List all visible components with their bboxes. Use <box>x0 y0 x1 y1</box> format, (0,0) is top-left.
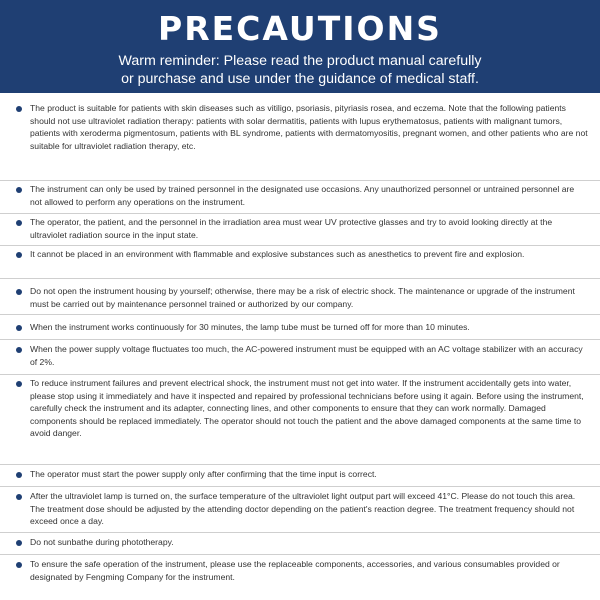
precaution-item <box>0 554 600 600</box>
precaution-text: After the ultraviolet lamp is turned on, the surface temperature of the ultraviolet light output part will exceed 41°C. Please do not touch this area. The treatment dose should be adjusted by the attending doctor depending on the patient's reaction degree. The treatment frequency should not exceed once a day. <box>30 491 576 527</box>
bullet-icon <box>16 562 22 568</box>
precaution-text: When the instrument works continuously for 30 minutes, the lamp tube must be turned off for more than 10 minutes. <box>30 322 470 332</box>
bullet-icon <box>16 381 22 387</box>
precaution-item <box>0 532 600 554</box>
precaution-item <box>0 180 600 213</box>
precaution-text: The operator, the patient, and the personnel in the irradiation area must wear UV protective glasses and try to avoid looking directly at the ultraviolet radiation source in the input state. <box>30 217 553 240</box>
bullet-icon <box>16 289 22 295</box>
warm-reminder: Warm reminder: Please read the product manual carefully or purchase and use under the guidance of medical staff. <box>118 53 482 87</box>
bullet-icon <box>16 494 22 500</box>
bullet-icon <box>16 187 22 193</box>
precaution-text: The product is suitable for patients with skin diseases such as vitiligo, psoriasis, pityriasis rosea, and eczema. Note that the following patients should not use ultraviolet radiation therapy: patients with solar dermatitis, patients with lupus erythematosus, patients with malignant tumors, patients with xeroderma pigmentosum, patients with BL syndrome, patients with dermatomyositis, pregnant women, and other patients who are not suitable for ultraviolet radiation therapy, etc. <box>30 103 588 151</box>
precaution-item <box>0 374 600 464</box>
precaution-text: It cannot be placed in an environment with flammable and explosive substances such as anesthetics to prevent fire and explosion. <box>30 249 525 259</box>
precaution-item <box>0 314 600 339</box>
precaution-item <box>0 486 600 532</box>
precaution-item <box>0 278 600 314</box>
precaution-text: To reduce instrument failures and prevent electrical shock, the instrument must not get into water. If the instrument accidentally gets into water, please stop using it immediately and have it inspected and repaired by professional technicians before using it again. Before using the instrument, carefully check the instrument and its adapter, connecting lines, and other components to ensure that they can work normally. Damaged components should be replaced immediately. The operator should not touch the patient and the above damaged components at the same time to avoid danger. <box>30 378 584 439</box>
precaution-item <box>0 245 600 278</box>
precaution-text: The instrument can only be used by trained personnel in the designated use occasions. Any unauthorized personnel or untrained personnel are not allowed to perform any operations on the instrument. <box>30 184 575 207</box>
precautions-list <box>0 93 600 600</box>
precaution-text: The operator must start the power supply only after confirming that the time input is correct. <box>30 469 377 479</box>
precaution-text: Do not sunbathe during phototherapy. <box>30 537 174 547</box>
precaution-item <box>0 464 600 486</box>
bullet-icon <box>16 472 22 478</box>
precaution-item <box>0 93 600 180</box>
precaution-text: Do not open the instrument housing by yourself; otherwise, there may be a risk of electric shock. The maintenance or upgrade of the instrument must be carried out by maintenance personnel trained or authorized by our company. <box>30 286 575 309</box>
bullet-icon <box>16 220 22 226</box>
precaution-text: To ensure the safe operation of the instrument, please use the replaceable components, accessories, and various consumables provided or designated by Fengming Company for the instrument. <box>30 559 560 582</box>
precautions-header <box>0 0 600 93</box>
page-title: PRECAUTIONS <box>158 9 442 48</box>
bullet-icon <box>16 252 22 258</box>
bullet-icon <box>16 347 22 353</box>
precaution-item <box>0 213 600 245</box>
bullet-icon <box>16 106 22 112</box>
precaution-text: When the power supply voltage fluctuates too much, the AC-powered instrument must be equipped with an AC voltage stabilizer with an accuracy of 2%. <box>30 344 583 367</box>
precaution-item <box>0 339 600 374</box>
bullet-icon <box>16 540 22 546</box>
bullet-icon <box>16 325 22 331</box>
